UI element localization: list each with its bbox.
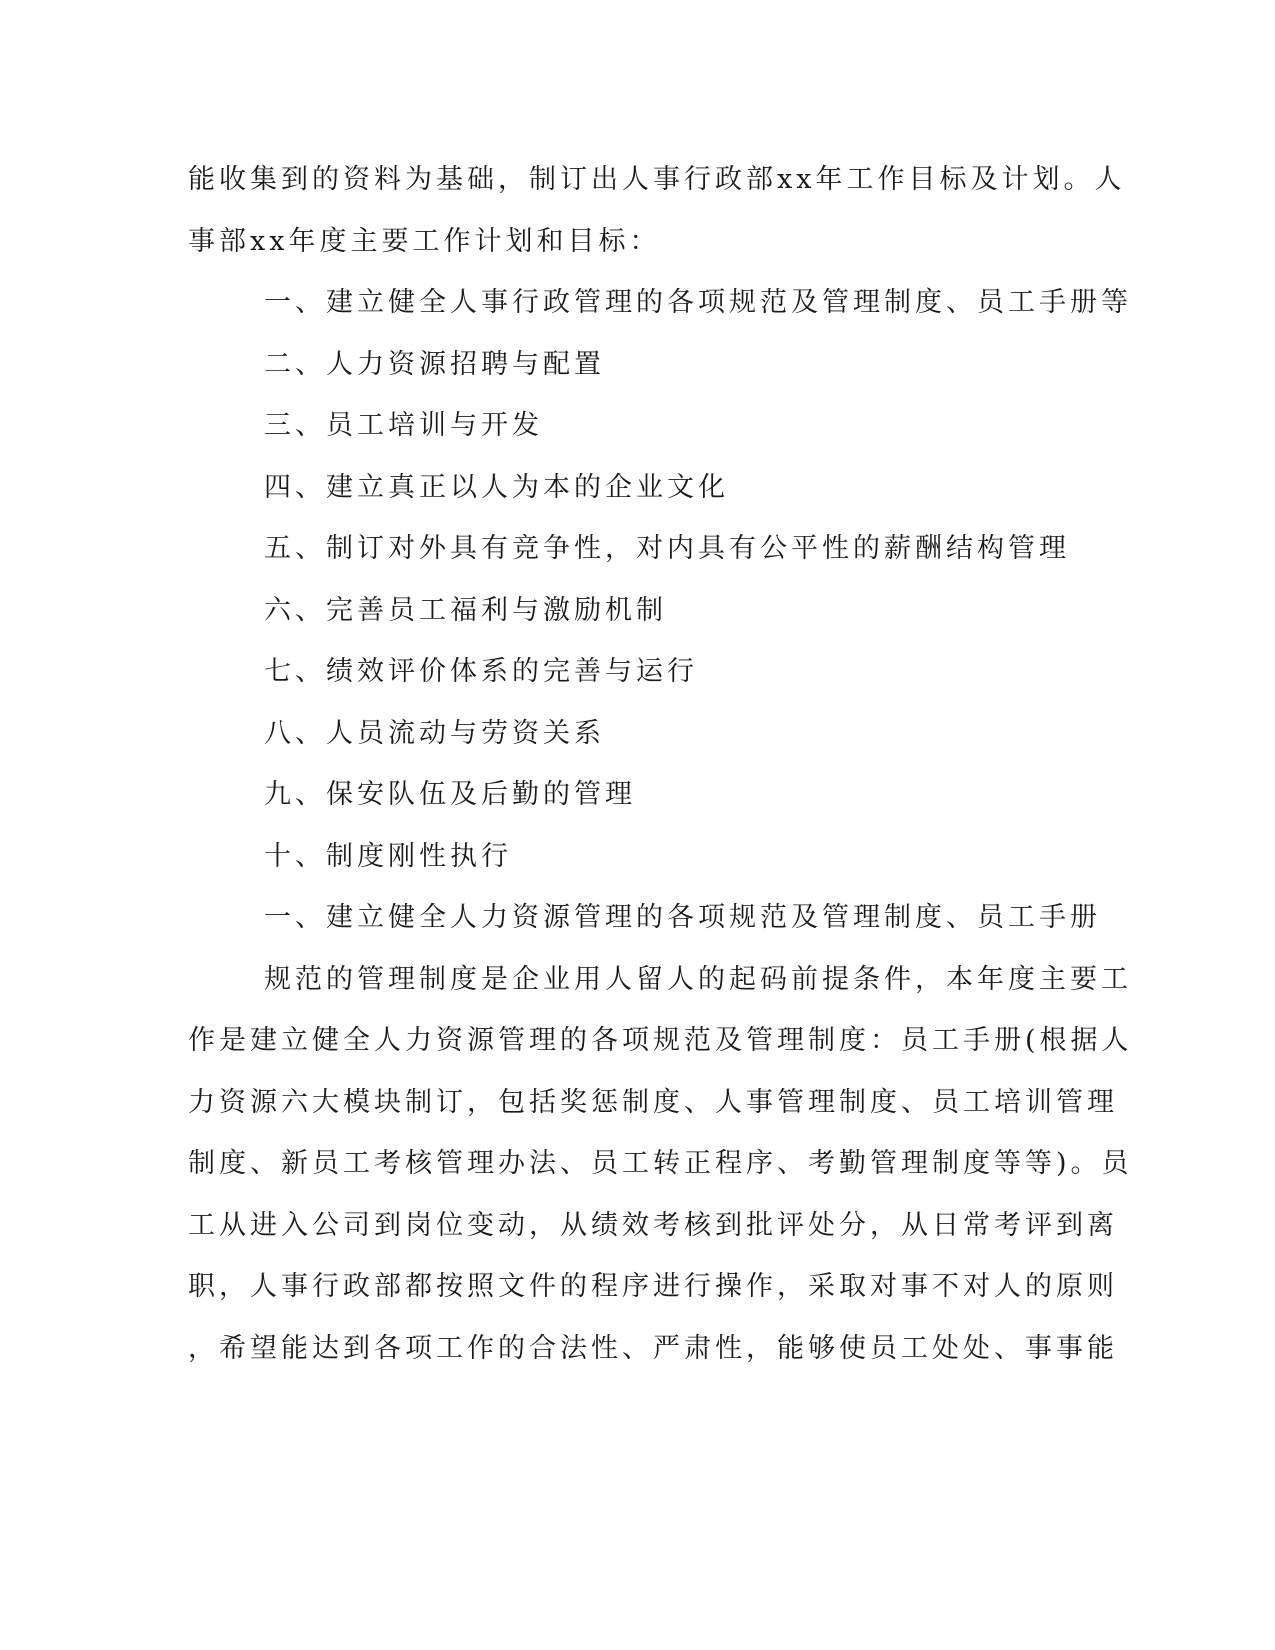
list-item: 八、人员流动与劳资关系 [264,717,605,749]
paragraph-line: ，希望能达到各项工作的合法性、严肃性，能够使员工处处、事事能 [188,1332,1118,1364]
paragraph-line: 作是建立健全人力资源管理的各项规范及管理制度：员工手册(根据人 [188,1025,1133,1056]
paragraph-line: 工从进入公司到岗位变动，从绩效考核到批评处分，从日常考评到离 [188,1209,1118,1241]
list-item: 一、建立健全人事行政管理的各项规范及管理制度、员工手册等 [264,287,1132,318]
list-item: 四、建立真正以人为本的企业文化 [264,471,729,503]
document-body [188,160,1133,1390]
list-item: 九、保安队伍及后勤的管理 [264,779,636,810]
list-item: 十、制度刚性执行 [264,840,512,872]
section-heading: 一、建立健全人力资源管理的各项规范及管理制度、员工手册 [264,902,1101,933]
list-item: 七、绩效评价体系的完善与运行 [264,656,698,687]
list-item: 六、完善员工福利与激励机制 [264,594,667,626]
list-item: 三、员工培训与开发 [264,410,543,441]
paragraph-line: 制度、新员工考核管理办法、员工转正程序、考勤管理制度等等)。员 [188,1148,1133,1179]
text-line: 事部xx年度主要工作计划和目标： [188,225,661,257]
list-item: 二、人力资源招聘与配置 [264,348,605,380]
text-line: 能收集到的资料为基础，制订出人事行政部xx年工作目标及计划。人 [188,164,1126,195]
list-item: 五、制订对外具有竞争性，对内具有公平性的薪酬结构管理 [264,533,1070,564]
paragraph-line: 规范的管理制度是企业用人留人的起码前提条件，本年度主要工 [264,963,1132,995]
paragraph-line: 力资源六大模块制订，包括奖惩制度、人事管理制度、员工培训管理 [188,1086,1118,1118]
paragraph-line: 职，人事行政部都按照文件的程序进行操作，采取对事不对人的原则 [188,1271,1118,1302]
